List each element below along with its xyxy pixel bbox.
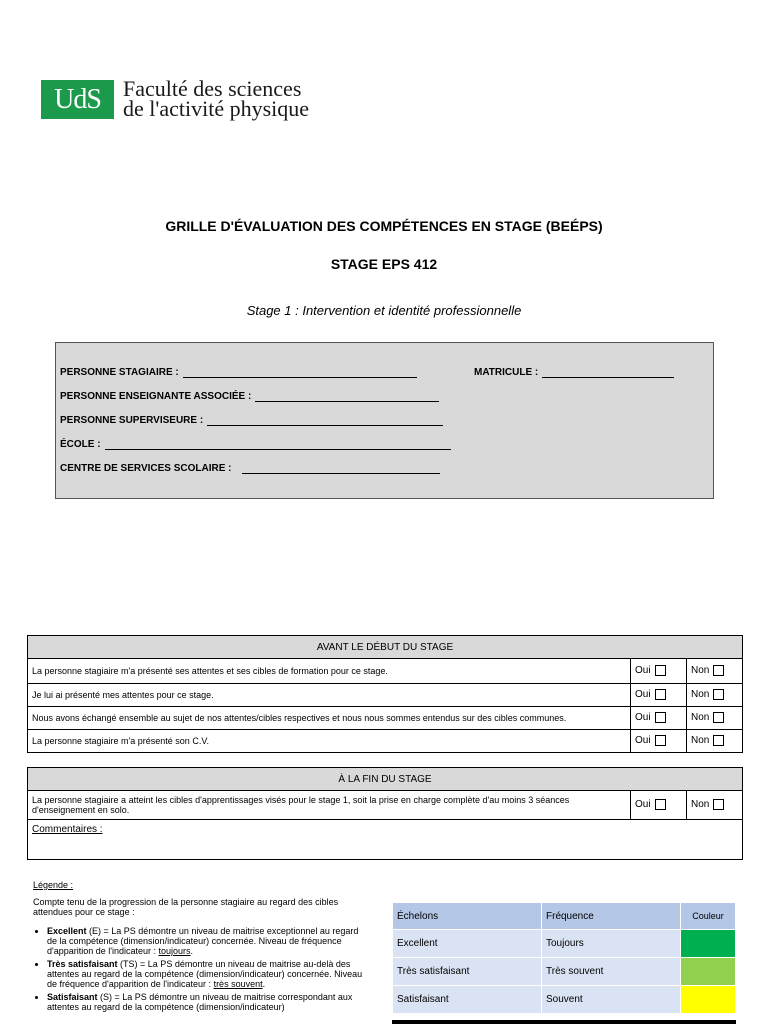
fin-stage-table bbox=[27, 767, 743, 860]
non-option[interactable] bbox=[687, 707, 743, 730]
stagiaire-label: PERSONNE STAGIAIRE : bbox=[60, 367, 179, 378]
color-swatch-excellent bbox=[681, 930, 736, 958]
legende-frequency: toujours bbox=[158, 946, 191, 956]
oui-option[interactable] bbox=[631, 707, 687, 730]
non-label: Non bbox=[691, 799, 710, 811]
oui-option[interactable] bbox=[631, 791, 687, 820]
uds-logo-mark: UdS bbox=[41, 80, 114, 119]
couleur-header: Couleur bbox=[681, 903, 736, 930]
oui-option[interactable] bbox=[631, 730, 687, 753]
echelon-cell: Satisfaisant bbox=[393, 986, 542, 1014]
legende-list bbox=[33, 926, 369, 1024]
stagiaire-field[interactable] bbox=[183, 365, 417, 378]
ecole-row bbox=[60, 437, 451, 450]
non-checkbox[interactable] bbox=[713, 799, 724, 810]
non-label: Non bbox=[691, 712, 710, 724]
non-label: Non bbox=[691, 689, 710, 701]
oui-checkbox[interactable] bbox=[655, 735, 666, 746]
non-checkbox[interactable] bbox=[713, 735, 724, 746]
table-row bbox=[393, 930, 736, 958]
legende-intro: Compte tenu de la progression de la personne stagiaire au regard des cibles attendues pour ce stage : bbox=[33, 897, 339, 917]
centre-label: CENTRE DE SERVICES SCOLAIRE : bbox=[60, 463, 232, 474]
legende-text: (S) = La PS démontre un niveau de maitrise correspondant aux attentes au regard de la compétence (dimension/indicateur) bbox=[47, 992, 353, 1012]
oui-label: Oui bbox=[635, 689, 651, 701]
avant-row-1-text: La personne stagiaire m'a présenté ses attentes et ses cibles de formation pour ce stage. bbox=[28, 659, 631, 684]
echelons-table bbox=[392, 902, 736, 1014]
oui-checkbox[interactable] bbox=[655, 712, 666, 723]
stage-title: STAGE EPS 412 bbox=[330, 256, 438, 272]
legende-text: (TS) = La PS démontre un niveau de maitrise au-delà des attentes au regard de la compétence (dimension/indicateur) concernée. Niveau de fréquence d'apparition de l'indicateur : bbox=[47, 959, 363, 989]
legende-frequency: très souvent bbox=[213, 979, 263, 989]
stage-subtitle: Stage 1 : Intervention et identité professionnelle bbox=[246, 303, 522, 318]
commentaires-label: Commentaires : bbox=[32, 824, 103, 835]
non-checkbox[interactable] bbox=[713, 665, 724, 676]
non-option[interactable] bbox=[687, 791, 743, 820]
color-swatch-satisfaisant bbox=[681, 986, 736, 1014]
fin-row-text: La personne stagiaire a atteint les cibles d'apprentissages visés pour le stage 1, soit la prise en charge complète d'au moins 3 séances d'enseignement en solo. bbox=[28, 791, 631, 820]
frequence-cell: Toujours bbox=[542, 930, 681, 958]
echelons-header: Échelons bbox=[393, 903, 542, 930]
matricule-label: MATRICULE : bbox=[474, 367, 539, 378]
superviseure-field[interactable] bbox=[207, 413, 443, 426]
non-option[interactable] bbox=[687, 659, 743, 684]
avant-row-3-text: Nous avons échangé ensemble au sujet de nos attentes/cibles respectives et nous nous sommes entendus sur des cibles communes. bbox=[28, 707, 631, 730]
faculty-name-line2: de l'activité physique bbox=[123, 96, 310, 121]
fin-stage-header: À LA FIN DU STAGE bbox=[28, 768, 743, 791]
non-label: Non bbox=[691, 735, 710, 747]
faculty-name bbox=[123, 76, 310, 121]
oui-option[interactable] bbox=[631, 684, 687, 707]
table-row bbox=[28, 791, 743, 820]
oui-label: Oui bbox=[635, 665, 651, 677]
centre-field[interactable] bbox=[242, 461, 440, 474]
ecole-field[interactable] bbox=[105, 437, 451, 450]
legende-term: Très satisfaisant bbox=[47, 959, 118, 969]
legende-end: . bbox=[262, 979, 266, 989]
frequence-cell: Souvent bbox=[542, 986, 681, 1014]
commentaires-field[interactable] bbox=[28, 820, 743, 860]
avant-stage-table bbox=[27, 635, 743, 753]
identification-box bbox=[55, 342, 714, 499]
oui-label: Oui bbox=[635, 799, 651, 811]
oui-option[interactable] bbox=[631, 659, 687, 684]
legende-text: (E) = La PS démontre un niveau de maitrise exceptionnel au regard de la compétence (dimension/indicateur) concernée. Niveau de fréquence d'apparition de l'indicateur : bbox=[47, 926, 359, 956]
oui-checkbox[interactable] bbox=[655, 665, 666, 676]
echelon-cell: Très satisfaisant bbox=[393, 958, 542, 986]
legende-end: . bbox=[190, 946, 194, 956]
document-title: GRILLE D'ÉVALUATION DES COMPÉTENCES EN STAGE (BEÉPS) bbox=[165, 218, 603, 234]
avant-row-2-text: Je lui ai présenté mes attentes pour ce stage. bbox=[28, 684, 631, 707]
table-row bbox=[28, 730, 743, 753]
matricule-field[interactable] bbox=[542, 365, 674, 378]
frequence-header: Fréquence bbox=[542, 903, 681, 930]
legende-term: Excellent bbox=[47, 926, 87, 936]
ecole-label: ÉCOLE : bbox=[60, 439, 101, 450]
legende-term: Satisfaisant bbox=[47, 992, 98, 1002]
non-option[interactable] bbox=[687, 684, 743, 707]
color-swatch-tres-satisfaisant bbox=[681, 958, 736, 986]
oui-label: Oui bbox=[635, 712, 651, 724]
matricule-row bbox=[474, 365, 674, 378]
superviseure-row bbox=[60, 413, 443, 426]
frequence-cell: Très souvent bbox=[542, 958, 681, 986]
table-bottom-rule bbox=[392, 1020, 736, 1024]
centre-row bbox=[60, 461, 440, 474]
legende-item-excellent bbox=[47, 926, 369, 956]
legende-item-satisfaisant bbox=[47, 992, 369, 1012]
echelons-header-row bbox=[393, 903, 736, 930]
non-option[interactable] bbox=[687, 730, 743, 753]
enseignante-label: PERSONNE ENSEIGNANTE ASSOCIÉE : bbox=[60, 391, 252, 402]
legende-item-tres-satisfaisant bbox=[47, 959, 369, 989]
oui-checkbox[interactable] bbox=[655, 689, 666, 700]
oui-label: Oui bbox=[635, 735, 651, 747]
enseignante-row bbox=[60, 389, 439, 402]
non-checkbox[interactable] bbox=[713, 712, 724, 723]
non-checkbox[interactable] bbox=[713, 689, 724, 700]
avant-row-4-text: La personne stagiaire m'a présenté son C.V. bbox=[28, 730, 631, 753]
faculty-logo bbox=[41, 76, 310, 121]
table-row bbox=[28, 684, 743, 707]
legende-title: Légende : bbox=[33, 880, 74, 890]
superviseure-label: PERSONNE SUPERVISEURE : bbox=[60, 415, 204, 426]
table-row bbox=[393, 958, 736, 986]
echelon-cell: Excellent bbox=[393, 930, 542, 958]
non-label: Non bbox=[691, 665, 710, 677]
enseignante-field[interactable] bbox=[255, 389, 439, 402]
table-row bbox=[393, 986, 736, 1014]
table-row bbox=[28, 707, 743, 730]
avant-stage-header: AVANT LE DÉBUT DU STAGE bbox=[28, 636, 743, 659]
oui-checkbox[interactable] bbox=[655, 799, 666, 810]
table-row bbox=[28, 659, 743, 684]
commentaires-row bbox=[28, 820, 743, 860]
stagiaire-row bbox=[60, 365, 417, 378]
faculty-name-line1: Faculté des sciences bbox=[123, 76, 302, 101]
